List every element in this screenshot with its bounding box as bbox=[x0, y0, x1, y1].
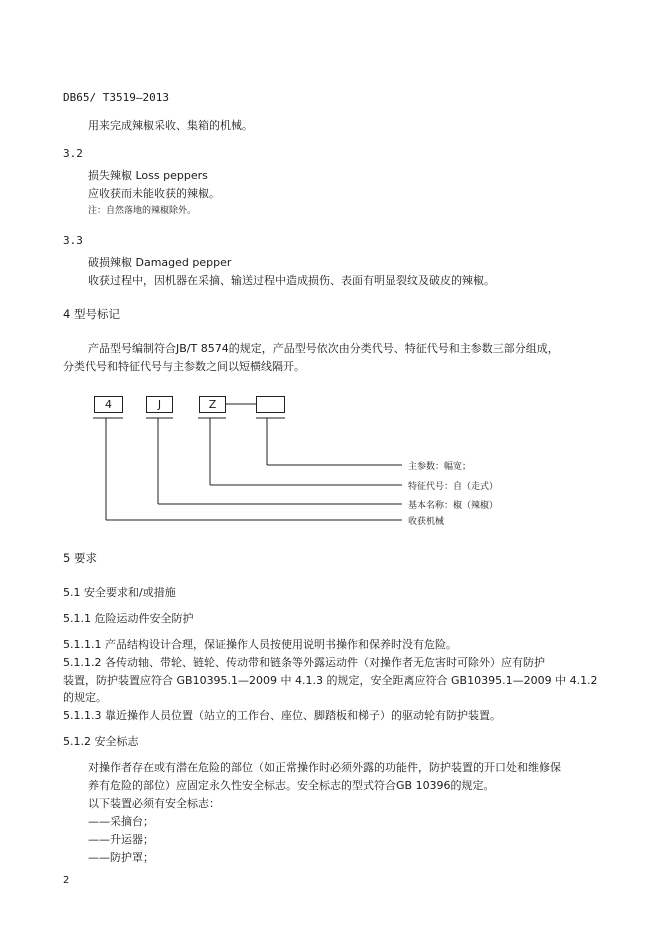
diagram-label-basic-name: 基本名称：椒（辣椒） bbox=[408, 501, 499, 511]
section-5-1-1-title: 5.1.1 危险运动件安全防护 bbox=[63, 612, 194, 625]
section-5-1-title: 5.1 安全要求和/或措施 bbox=[63, 586, 176, 599]
section-5-title: 5 要求 bbox=[63, 551, 97, 565]
section-4-para-line2: 分类代号和特征代号与主参数之间以短横线隔开。 bbox=[63, 360, 305, 373]
section-3-2-term: 损失辣椒 Loss peppers bbox=[88, 169, 208, 182]
page-number: 2 bbox=[63, 875, 70, 886]
model-box-feature-code: Z bbox=[199, 396, 226, 413]
section-5-1-1-2-line2: 装置，防护装置应符合 GB10395.1—2009 中 4.1.3 的规定，安全距离应符合 GB10395.1—2009 中 4.1.2 bbox=[63, 674, 598, 687]
diagram-label-feature-code: 特征代号：自（走式） bbox=[408, 482, 499, 492]
section-5-1-2-para-line1: 对操作者存在或有潜在危险的部位（如正常操作时必须外露的功能件，防护装置的开口处和维修保 bbox=[88, 761, 561, 774]
section-4-title: 4 型号标记 bbox=[63, 307, 120, 321]
section-5-1-1-3: 5.1.1.3 靠近操作人员位置（站立的工作台、座位、脚踏板和梯子）的驱动轮有防护装置。 bbox=[63, 709, 501, 722]
section-3-2-definition: 应收获而未能收获的辣椒。 bbox=[88, 187, 220, 200]
section-5-1-2-para-line2: 养有危险的部位）应固定永久性安全标志。安全标志的型式符合GB 10396的规定。 bbox=[88, 779, 495, 792]
model-box-name-code: J bbox=[146, 396, 173, 413]
section-5-1-1-2-line3: 的规定。 bbox=[63, 691, 107, 704]
section-4-para-line1: 产品型号编制符合JB/T 8574的规定，产品型号依次由分类代号、特征代号和主参数三部分组成， bbox=[88, 342, 559, 355]
diagram-label-main-parameter: 主参数：幅宽； bbox=[408, 462, 472, 472]
list-item: ——采摘台； bbox=[88, 815, 154, 828]
list-item: ——升运器； bbox=[88, 833, 154, 846]
section-3-2-number: 3.2 bbox=[63, 147, 83, 160]
section-3-1-continuation: 用来完成辣椒采收、集箱的机械。 bbox=[88, 119, 253, 132]
model-box-class-code: 4 bbox=[94, 396, 123, 413]
section-3-3-definition: 收获过程中，因机器在采摘、输送过程中造成损伤、表面有明显裂纹及破皮的辣椒。 bbox=[88, 274, 495, 287]
section-3-3-term: 破损辣椒 Damaged pepper bbox=[88, 256, 232, 269]
section-3-3-number: 3.3 bbox=[63, 234, 83, 247]
section-5-1-1-1: 5.1.1.1 产品结构设计合理，保证操作人员按使用说明书操作和保养时没有危险。 bbox=[63, 638, 457, 651]
section-5-1-1-2-line1: 5.1.1.2 各传动轴、带轮、链轮、传动带和链条等外露运动件（对操作者无危害时可除外）应有防护 bbox=[63, 656, 545, 669]
section-5-1-2-title: 5.1.2 安全标志 bbox=[63, 735, 139, 748]
diagram-label-class: 收获机械 bbox=[408, 517, 445, 527]
section-5-1-2-para-line3: 以下装置必须有安全标志： bbox=[88, 797, 220, 810]
section-3-2-note: 注：自然落地的辣椒除外。 bbox=[88, 206, 197, 216]
list-item: ——防护罩； bbox=[88, 851, 154, 864]
standard-number: DB65/ T3519—2013 bbox=[63, 91, 169, 104]
